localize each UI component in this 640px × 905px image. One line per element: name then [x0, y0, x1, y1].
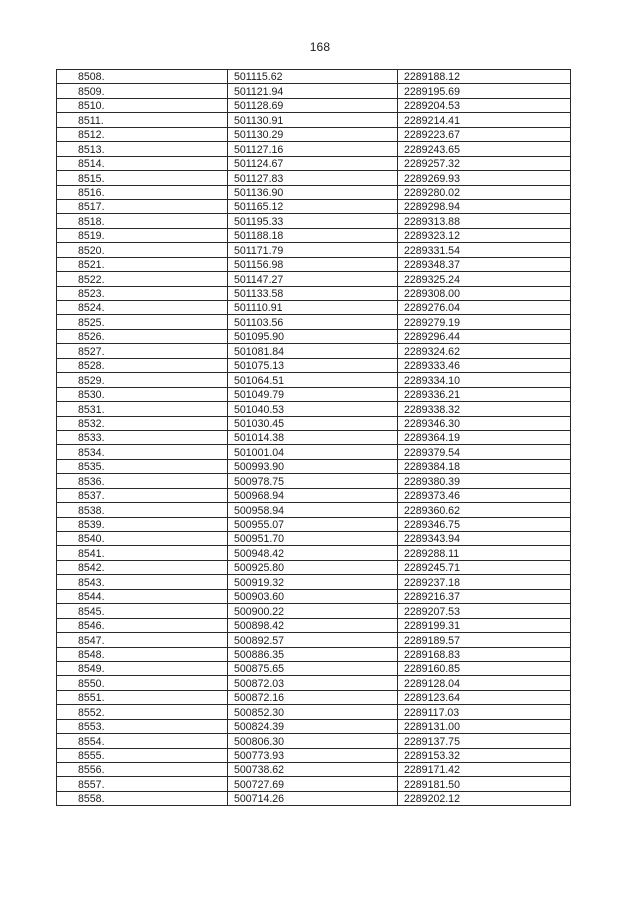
point-number-cell: 8542.: [57, 560, 228, 574]
point-number-cell: 8511.: [57, 113, 228, 127]
point-number-cell: 8512.: [57, 127, 228, 141]
point-number-cell: 8522.: [57, 272, 228, 286]
y-coordinate-cell: 2289373.46: [398, 488, 571, 502]
y-coordinate-cell: 2289379.54: [398, 445, 571, 459]
y-coordinate-cell: 2289346.30: [398, 416, 571, 430]
x-coordinate-cell: 500900.22: [228, 604, 398, 618]
y-coordinate-cell: 2289153.32: [398, 748, 571, 762]
y-coordinate-cell: 2289280.02: [398, 185, 571, 199]
point-number-cell: 8509.: [57, 84, 228, 98]
point-number-cell: 8528.: [57, 358, 228, 372]
point-number-cell: 8519.: [57, 228, 228, 242]
table-body: [57, 70, 571, 806]
y-coordinate-cell: 2289204.53: [398, 98, 571, 112]
y-coordinate-cell: 2289323.12: [398, 228, 571, 242]
point-number-cell: 8554.: [57, 734, 228, 748]
point-number-cell: 8548.: [57, 647, 228, 661]
table-row: [57, 98, 571, 112]
point-number-cell: 8556.: [57, 763, 228, 777]
table-row: [57, 387, 571, 401]
point-number-cell: 8551.: [57, 690, 228, 704]
y-coordinate-cell: 2289276.04: [398, 301, 571, 315]
point-number-cell: 8550.: [57, 676, 228, 690]
x-coordinate-cell: 501128.69: [228, 98, 398, 112]
point-number-cell: 8553.: [57, 719, 228, 733]
table-row: [57, 257, 571, 271]
point-number-cell: 8557.: [57, 777, 228, 791]
point-number-cell: 8546.: [57, 618, 228, 632]
x-coordinate-cell: 501127.16: [228, 142, 398, 156]
table-row: [57, 445, 571, 459]
point-number-cell: 8508.: [57, 70, 228, 84]
point-number-cell: 8545.: [57, 604, 228, 618]
table-row: [57, 416, 571, 430]
table-row: [57, 763, 571, 777]
point-number-cell: 8547.: [57, 633, 228, 647]
x-coordinate-cell: 500875.65: [228, 661, 398, 675]
x-coordinate-cell: 501001.04: [228, 445, 398, 459]
point-number-cell: 8535.: [57, 459, 228, 473]
y-coordinate-cell: 2289117.03: [398, 705, 571, 719]
table-row: [57, 301, 571, 315]
table-row: [57, 228, 571, 242]
x-coordinate-cell: 501081.84: [228, 344, 398, 358]
y-coordinate-cell: 2289214.41: [398, 113, 571, 127]
point-number-cell: 8555.: [57, 748, 228, 762]
x-coordinate-cell: 500727.69: [228, 777, 398, 791]
y-coordinate-cell: 2289338.32: [398, 402, 571, 416]
y-coordinate-cell: 2289189.57: [398, 633, 571, 647]
table-row: [57, 373, 571, 387]
point-number-cell: 8536.: [57, 474, 228, 488]
y-coordinate-cell: 2289325.24: [398, 272, 571, 286]
y-coordinate-cell: 2289324.62: [398, 344, 571, 358]
x-coordinate-cell: 501040.53: [228, 402, 398, 416]
table-row: [57, 661, 571, 675]
point-number-cell: 8544.: [57, 589, 228, 603]
point-number-cell: 8525.: [57, 315, 228, 329]
point-number-cell: 8558.: [57, 791, 228, 805]
point-number-cell: 8552.: [57, 705, 228, 719]
point-number-cell: 8517.: [57, 199, 228, 213]
y-coordinate-cell: 2289308.00: [398, 286, 571, 300]
coordinate-table: [56, 69, 571, 806]
table-row: [57, 402, 571, 416]
point-number-cell: 8530.: [57, 387, 228, 401]
x-coordinate-cell: 500919.32: [228, 575, 398, 589]
point-number-cell: 8541.: [57, 546, 228, 560]
point-number-cell: 8534.: [57, 445, 228, 459]
x-coordinate-cell: 501030.45: [228, 416, 398, 430]
table-row: [57, 315, 571, 329]
point-number-cell: 8532.: [57, 416, 228, 430]
table-row: [57, 84, 571, 98]
x-coordinate-cell: 500951.70: [228, 532, 398, 546]
table-row: [57, 532, 571, 546]
table-row: [57, 156, 571, 170]
x-coordinate-cell: 501075.13: [228, 358, 398, 372]
y-coordinate-cell: 2289348.37: [398, 257, 571, 271]
x-coordinate-cell: 501095.90: [228, 329, 398, 343]
table-row: [57, 690, 571, 704]
table-row: [57, 604, 571, 618]
table-row: [57, 676, 571, 690]
table-row: [57, 719, 571, 733]
x-coordinate-cell: 500892.57: [228, 633, 398, 647]
x-coordinate-cell: 501110.91: [228, 301, 398, 315]
y-coordinate-cell: 2289137.75: [398, 734, 571, 748]
table-row: [57, 633, 571, 647]
x-coordinate-cell: 500872.16: [228, 690, 398, 704]
y-coordinate-cell: 2289243.65: [398, 142, 571, 156]
x-coordinate-cell: 501130.29: [228, 127, 398, 141]
point-number-cell: 8549.: [57, 661, 228, 675]
y-coordinate-cell: 2289346.75: [398, 517, 571, 531]
y-coordinate-cell: 2289279.19: [398, 315, 571, 329]
table-row: [57, 791, 571, 805]
table-row: [57, 272, 571, 286]
y-coordinate-cell: 2289223.67: [398, 127, 571, 141]
x-coordinate-cell: 501014.38: [228, 430, 398, 444]
point-number-cell: 8539.: [57, 517, 228, 531]
y-coordinate-cell: 2289333.46: [398, 358, 571, 372]
y-coordinate-cell: 2289364.19: [398, 430, 571, 444]
point-number-cell: 8533.: [57, 430, 228, 444]
table-row: [57, 517, 571, 531]
table-row: [57, 358, 571, 372]
table-row: [57, 70, 571, 84]
x-coordinate-cell: 500925.80: [228, 560, 398, 574]
x-coordinate-cell: 500738.62: [228, 763, 398, 777]
x-coordinate-cell: 501124.67: [228, 156, 398, 170]
x-coordinate-cell: 500978.75: [228, 474, 398, 488]
page-number: 168: [309, 40, 331, 54]
x-coordinate-cell: 501147.27: [228, 272, 398, 286]
x-coordinate-cell: 501133.58: [228, 286, 398, 300]
x-coordinate-cell: 500714.26: [228, 791, 398, 805]
table-row: [57, 748, 571, 762]
table-row: [57, 488, 571, 502]
x-coordinate-cell: 500852.30: [228, 705, 398, 719]
x-coordinate-cell: 500773.93: [228, 748, 398, 762]
y-coordinate-cell: 2289207.53: [398, 604, 571, 618]
x-coordinate-cell: 501171.79: [228, 243, 398, 257]
table-row: [57, 127, 571, 141]
point-number-cell: 8523.: [57, 286, 228, 300]
table-row: [57, 243, 571, 257]
x-coordinate-cell: 500968.94: [228, 488, 398, 502]
table-row: [57, 199, 571, 213]
point-number-cell: 8520.: [57, 243, 228, 257]
y-coordinate-cell: 2289298.94: [398, 199, 571, 213]
table-row: [57, 286, 571, 300]
table-row: [57, 503, 571, 517]
point-number-cell: 8537.: [57, 488, 228, 502]
point-number-cell: 8529.: [57, 373, 228, 387]
point-number-cell: 8531.: [57, 402, 228, 416]
table-row: [57, 430, 571, 444]
table-row: [57, 589, 571, 603]
point-number-cell: 8514.: [57, 156, 228, 170]
table-row: [57, 474, 571, 488]
x-coordinate-cell: 500824.39: [228, 719, 398, 733]
y-coordinate-cell: 2289171.42: [398, 763, 571, 777]
x-coordinate-cell: 500993.90: [228, 459, 398, 473]
table-row: [57, 705, 571, 719]
table-row: [57, 171, 571, 185]
x-coordinate-cell: 501188.18: [228, 228, 398, 242]
y-coordinate-cell: 2289188.12: [398, 70, 571, 84]
x-coordinate-cell: 501049.79: [228, 387, 398, 401]
y-coordinate-cell: 2289216.37: [398, 589, 571, 603]
table-row: [57, 618, 571, 632]
x-coordinate-cell: 501136.90: [228, 185, 398, 199]
table-row: [57, 777, 571, 791]
y-coordinate-cell: 2289360.62: [398, 503, 571, 517]
x-coordinate-cell: 501115.62: [228, 70, 398, 84]
x-coordinate-cell: 501165.12: [228, 199, 398, 213]
x-coordinate-cell: 500872.03: [228, 676, 398, 690]
y-coordinate-cell: 2289168.83: [398, 647, 571, 661]
y-coordinate-cell: 2289288.11: [398, 546, 571, 560]
y-coordinate-cell: 2289313.88: [398, 214, 571, 228]
table-row: [57, 575, 571, 589]
x-coordinate-cell: 500886.35: [228, 647, 398, 661]
y-coordinate-cell: 2289269.93: [398, 171, 571, 185]
y-coordinate-cell: 2289202.12: [398, 791, 571, 805]
x-coordinate-cell: 501127.83: [228, 171, 398, 185]
table-row: [57, 344, 571, 358]
y-coordinate-cell: 2289343.94: [398, 532, 571, 546]
point-number-cell: 8524.: [57, 301, 228, 315]
table-row: [57, 560, 571, 574]
x-coordinate-cell: 500903.60: [228, 589, 398, 603]
y-coordinate-cell: 2289257.32: [398, 156, 571, 170]
table-row: [57, 214, 571, 228]
table-row: [57, 546, 571, 560]
x-coordinate-cell: 501121.94: [228, 84, 398, 98]
point-number-cell: 8527.: [57, 344, 228, 358]
x-coordinate-cell: 500958.94: [228, 503, 398, 517]
y-coordinate-cell: 2289334.10: [398, 373, 571, 387]
y-coordinate-cell: 2289380.39: [398, 474, 571, 488]
point-number-cell: 8526.: [57, 329, 228, 343]
y-coordinate-cell: 2289296.44: [398, 329, 571, 343]
y-coordinate-cell: 2289195.69: [398, 84, 571, 98]
point-number-cell: 8513.: [57, 142, 228, 156]
x-coordinate-cell: 500806.30: [228, 734, 398, 748]
y-coordinate-cell: 2289131.00: [398, 719, 571, 733]
x-coordinate-cell: 501103.56: [228, 315, 398, 329]
table-row: [57, 142, 571, 156]
y-coordinate-cell: 2289128.04: [398, 676, 571, 690]
point-number-cell: 8510.: [57, 98, 228, 112]
table-row: [57, 113, 571, 127]
y-coordinate-cell: 2289336.21: [398, 387, 571, 401]
y-coordinate-cell: 2289245.71: [398, 560, 571, 574]
table-row: [57, 459, 571, 473]
x-coordinate-cell: 500948.42: [228, 546, 398, 560]
y-coordinate-cell: 2289384.18: [398, 459, 571, 473]
y-coordinate-cell: 2289237.18: [398, 575, 571, 589]
y-coordinate-cell: 2289199.31: [398, 618, 571, 632]
point-number-cell: 8540.: [57, 532, 228, 546]
x-coordinate-cell: 500898.42: [228, 618, 398, 632]
x-coordinate-cell: 501064.51: [228, 373, 398, 387]
x-coordinate-cell: 501195.33: [228, 214, 398, 228]
point-number-cell: 8521.: [57, 257, 228, 271]
y-coordinate-cell: 2289123.64: [398, 690, 571, 704]
table-row: [57, 734, 571, 748]
x-coordinate-cell: 501130.91: [228, 113, 398, 127]
x-coordinate-cell: 500955.07: [228, 517, 398, 531]
point-number-cell: 8516.: [57, 185, 228, 199]
table-row: [57, 647, 571, 661]
point-number-cell: 8518.: [57, 214, 228, 228]
y-coordinate-cell: 2289331.54: [398, 243, 571, 257]
point-number-cell: 8515.: [57, 171, 228, 185]
point-number-cell: 8543.: [57, 575, 228, 589]
point-number-cell: 8538.: [57, 503, 228, 517]
table-row: [57, 329, 571, 343]
x-coordinate-cell: 501156.98: [228, 257, 398, 271]
table-row: [57, 185, 571, 199]
y-coordinate-cell: 2289160.85: [398, 661, 571, 675]
y-coordinate-cell: 2289181.50: [398, 777, 571, 791]
